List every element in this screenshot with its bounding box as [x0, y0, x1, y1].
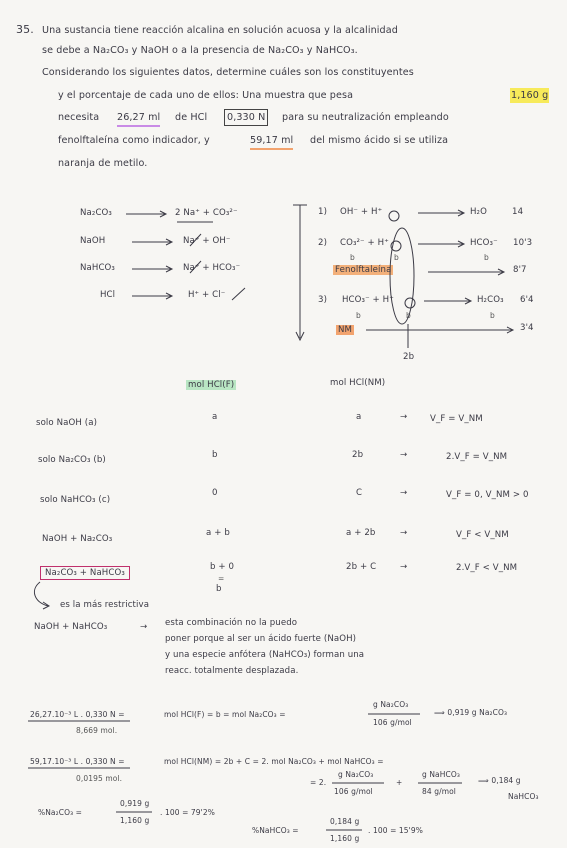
- diss-right-2: Na⁺ + OH⁻: [183, 236, 231, 246]
- calc-3-num1: g Na₂CO₃: [338, 770, 374, 779]
- calc-1-num: g Na₂CO₃: [373, 700, 409, 709]
- acid-normality: 0,330 N: [224, 109, 268, 126]
- problem-line-6a: fenolftaleína como indicador, y: [58, 135, 210, 146]
- pct-1-num: 0,919 g: [120, 799, 150, 808]
- note-combo-line-1: esta combinación no la puedo: [165, 618, 298, 628]
- sample-mass: 1,160 g: [511, 90, 549, 101]
- row-1-arrow: →: [400, 412, 408, 422]
- calc-3-result-unit: NaHCO₃: [508, 792, 539, 801]
- reaction-3-b2: b: [406, 311, 411, 320]
- calc-1-mid: mol HCl(F) = b = mol Na₂CO₃ =: [164, 710, 286, 719]
- pct-1-result: . 100 = 79'2%: [160, 808, 215, 817]
- pct-2-result: . 100 = 15'9%: [368, 826, 423, 835]
- row-5-nm: 2b + C: [346, 562, 377, 572]
- row-5-rel: 2.V_F < V_NM: [456, 563, 518, 573]
- note-combo-line-3: y una especie anfótera (NaHCO₃) forman una: [165, 650, 365, 660]
- row-3-rel: V_F = 0, V_NM > 0: [446, 490, 529, 500]
- calc-1-left: 26,27.10⁻³ L . 0,330 N =: [30, 710, 125, 719]
- note-combo: NaOH + NaHCO₃: [34, 622, 108, 632]
- row-2-rel: 2.V_F = V_NM: [446, 452, 508, 462]
- diss-left-4: HCl: [100, 290, 116, 300]
- row-2-nm: 2b: [352, 450, 364, 460]
- calc-1-result: ⟹ 0,919 g Na₂CO₃: [434, 708, 508, 717]
- row-1-label: solo NaOH (a): [36, 418, 98, 428]
- problem-line-1: Una sustancia tiene reacción alcalina en solución acuosa y la alcalinidad: [42, 25, 398, 36]
- pct-1-den: 1,160 g: [120, 816, 150, 825]
- row-3-nm: C: [356, 488, 363, 498]
- proton-circle-1: [389, 211, 399, 221]
- pct-2-label: %NaHCO₃ =: [252, 826, 299, 835]
- diss-right-3: Na⁺ + HCO₃⁻: [183, 263, 241, 273]
- indicator-nm-ph: 3'4: [520, 323, 534, 333]
- reaction-2-b3: b: [484, 253, 489, 262]
- reaction-1-pk: 14: [512, 207, 524, 217]
- problem-line-5b: de HCl: [175, 112, 208, 123]
- problem-number: 35.: [16, 23, 34, 36]
- diss-right-4: H⁺ + Cl⁻: [188, 290, 226, 300]
- indicator-fenolftaleina: Fenolftaleína: [335, 265, 392, 275]
- problem-line-4: y el porcentaje de cada uno de ellos: Una muestra que pesa: [58, 90, 354, 101]
- problem-line-2: se debe a Na₂CO₃ y NaOH o a la presencia de Na₂CO₃ y NaHCO₃.: [42, 45, 358, 56]
- row-4-rel: V_F < V_NM: [456, 530, 509, 540]
- row-5-label: Na₂CO₃ + NaHCO₃: [40, 566, 130, 580]
- calc-2-mid: mol HCl(NM) = 2b + C = 2. mol Na₂CO₃ + mol NaHCO₃ =: [164, 757, 384, 766]
- diss-right-1: 2 Na⁺ + CO₃²⁻: [175, 208, 238, 218]
- reaction-1-right: H₂O: [470, 207, 487, 217]
- row-2-arrow: →: [400, 450, 408, 460]
- row-4-label: NaOH + Na₂CO₃: [42, 534, 113, 544]
- problem-line-5c: para su neutralización empleando: [282, 112, 449, 123]
- indicator-fenolftaleina-ph: 8'7: [513, 265, 527, 275]
- total-2b: 2b: [403, 352, 415, 362]
- calc-3-num2: g NaHCO₃: [422, 770, 460, 779]
- calc-1-moles: 8,669 mol.: [76, 726, 118, 735]
- note-combo-line-4: reacc. totalmente desplazada.: [165, 666, 299, 676]
- problem-line-7: naranja de metilo.: [58, 158, 148, 169]
- reaction-1-label: 1): [318, 207, 328, 217]
- row-2-f: b: [212, 450, 218, 460]
- pct-2-den: 1,160 g: [330, 834, 360, 843]
- proton-circle-3: [405, 298, 415, 308]
- reaction-2-b1: b: [350, 253, 355, 262]
- reaction-2-pk: 10'3: [513, 238, 533, 248]
- row-5-eq: =: [218, 574, 225, 583]
- diss-left-1: Na₂CO₃: [80, 208, 112, 218]
- reaction-1-head: [458, 210, 464, 216]
- calc-3-den1: 106 g/mol: [334, 787, 373, 796]
- reaction-2-right: HCO₃⁻: [470, 238, 498, 248]
- restrictive-arrow-head: [43, 602, 49, 609]
- row-1-f: a: [212, 412, 218, 422]
- reaction-3-left: HCO₃⁻ + H⁺: [342, 295, 394, 305]
- diss-left-3: NaHCO₃: [80, 263, 115, 273]
- calc-3-plus: +: [396, 778, 403, 787]
- row-4-f: a + b: [206, 528, 230, 538]
- col-header-fenol: mol HCl(F): [188, 380, 235, 390]
- calc-2-left: 59,17.10⁻³ L . 0,330 N =: [30, 757, 125, 766]
- reaction-2-head: [458, 241, 464, 247]
- proton-oval: [390, 228, 414, 324]
- reaction-3-pk: 6'4: [520, 295, 534, 305]
- row-3-label: solo NaHCO₃ (c): [40, 495, 111, 505]
- titration-axis-head: [296, 332, 304, 340]
- volume-naranja-metilo: 59,17 ml: [250, 133, 293, 150]
- reaction-3-head: [465, 298, 471, 304]
- diss-arrow-4-head: [166, 293, 172, 299]
- calc-3-den2: 84 g/mol: [422, 787, 456, 796]
- proton-circle-2: [391, 241, 401, 251]
- note-combo-line-2: poner porque al ser un ácido fuerte (NaOH): [165, 634, 357, 644]
- col-header-nm: mol HCl(NM): [330, 378, 386, 388]
- pct-1-label: %Na₂CO₃ =: [38, 808, 83, 817]
- row-5-f: b + 0: [210, 562, 235, 572]
- reaction-3-right: H₂CO₃: [477, 295, 504, 305]
- note-combo-arrow: →: [140, 622, 148, 632]
- reaction-2-label: 2): [318, 238, 328, 248]
- row-4-arrow: →: [400, 528, 408, 538]
- calc-3-result: ⟹ 0,184 g: [478, 776, 521, 785]
- row-5-arrow: →: [400, 562, 408, 572]
- diss-left-2: NaOH: [80, 236, 106, 246]
- reaction-1-left: OH⁻ + H⁺: [340, 207, 383, 217]
- volume-fenolftaleina: 26,27 ml: [117, 110, 160, 127]
- diss-arrow-1-head: [160, 211, 166, 217]
- problem-line-3: Considerando los siguientes datos, determine cuáles son los constituyentes: [42, 67, 414, 78]
- cl-cancel: [232, 288, 245, 300]
- row-3-f: 0: [212, 488, 218, 498]
- nm-head: [507, 327, 513, 333]
- row-2-label: solo Na₂CO₃ (b): [38, 455, 106, 465]
- row-1-nm: a: [356, 412, 362, 422]
- restrictive-arrow: [34, 582, 48, 606]
- pct-2-num: 0,184 g: [330, 817, 360, 826]
- calc-3-eq: = 2.: [310, 778, 327, 787]
- row-3-arrow: →: [400, 488, 408, 498]
- note-restrictive: es la más restrictiva: [60, 600, 150, 610]
- reaction-2-left: CO₃²⁻ + H⁺: [340, 238, 389, 248]
- diss-arrow-3-head: [166, 266, 172, 272]
- fenol-head: [498, 269, 504, 275]
- indicator-nm: NM: [338, 325, 353, 335]
- calc-2-moles: 0,0195 mol.: [76, 774, 123, 783]
- problem-line-5a: necesita: [58, 112, 100, 123]
- row-1-rel: V_F = V_NM: [430, 414, 483, 424]
- reaction-2-b2: b: [394, 253, 399, 262]
- diss-arrow-2-head: [166, 239, 172, 245]
- reaction-3-b1: b: [356, 311, 361, 320]
- reaction-3-label: 3): [318, 295, 328, 305]
- row-4-nm: a + 2b: [346, 528, 376, 538]
- problem-line-6b: del mismo ácido si se utiliza: [310, 135, 449, 146]
- row-5-b: b: [216, 584, 222, 594]
- calc-1-den: 106 g/mol: [373, 718, 412, 727]
- reaction-3-b3: b: [490, 311, 495, 320]
